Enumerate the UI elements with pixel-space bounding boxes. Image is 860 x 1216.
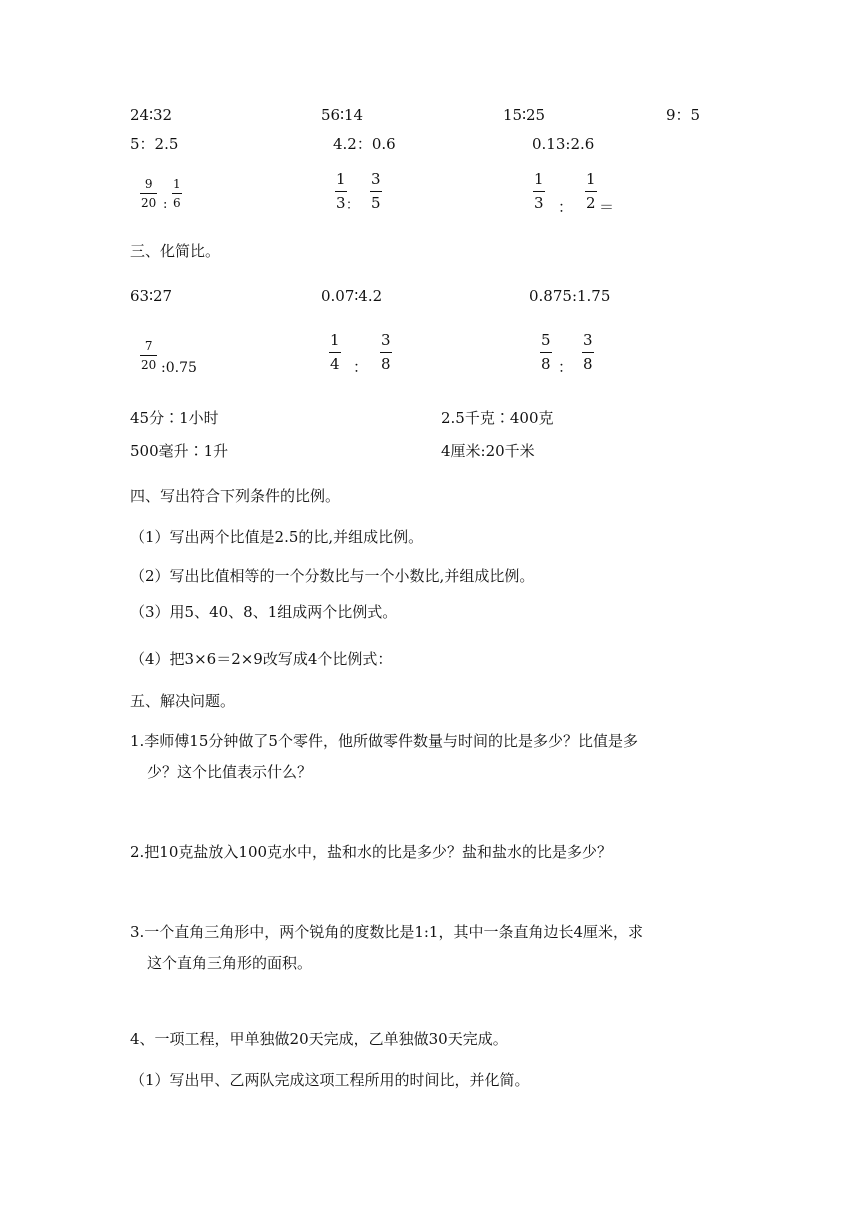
problem-3-line-2: 这个直角三角形的面积。 [147,954,313,972]
fraction-1-4: 1 4 [330,331,340,373]
ratio-45min-1h: 45分∶1小时 [130,409,219,427]
fraction-1-3: 1 3 [336,170,346,212]
fraction-9-20: 9 20 [141,177,157,210]
ratio-56-14: 56∶14 [321,106,364,124]
ratio-500ml-1l: 500毫升∶1升 [130,442,229,460]
section4-item-2: （2）写出比值相等的一个分数比与一个小数比,并组成比例。 [130,567,535,585]
section5-heading: 五、解决问题。 [130,692,236,710]
section3-heading: 三、化简比。 [130,242,221,260]
fraction-3-5: 3 5 [371,170,381,212]
ratio-2.5kg-400g: 2.5千克∶400克 [441,409,554,427]
ratio-5-2.5: 5：2.5 [130,135,179,153]
ratio-63-27: 63∶27 [130,287,173,305]
section4-item-4: （4）把3×6＝2×9改写成4个比例式： [130,650,393,668]
ratio-0.875-1.75: 0.875:1.75 [529,287,611,305]
problem-3-line-1: 3.一个直角三角形中，两个锐角的度数比是1:1，其中一条直角边长4厘米，求 [130,923,643,941]
problem-1-line-2: 少？这个比值表示什么？ [147,763,313,781]
ratio-colon: ： [353,358,369,376]
fraction-1-6: 1 6 [173,177,181,210]
fraction-7-20: 7 20 [141,339,157,372]
ratio-colon: ： [558,198,574,216]
problem-4: 4、一项工程，甲单独做20天完成，乙单独做30天完成。 [130,1030,508,1048]
problem-2: 2.把10克盐放入100克水中，盐和水的比是多少？盐和盐水的比是多少？ [130,843,613,861]
ratio-colon: : [163,197,168,212]
section4-item-3: （3）用5、40、8、1组成两个比例式。 [130,603,398,621]
ratio-0.07-4.2: 0.07∶4.2 [321,287,383,305]
ratio-0.13-2.6: 0.13:2.6 [532,135,595,153]
problem-4-sub-1: （1）写出甲、乙两队完成这项工程所用的时间比，并化简。 [130,1071,530,1089]
ratio-colon: ： [558,358,574,376]
ratio-24-32: 24∶32 [130,106,173,124]
problem-1-line-1: 1.李师傅15分钟做了5个零件，他所做零件数量与时间的比是多少？比值是多 [130,732,638,750]
fraction-1-3: 1 3 [534,170,544,212]
fraction-3-8: 3 8 [583,331,593,373]
section4-item-1: （1）写出两个比值是2.5的比,并组成比例。 [130,528,424,546]
ratio-9-5: 9：5 [666,106,701,124]
ratio-colon: ： [346,198,360,213]
ratio-15-25: 15∶25 [503,106,546,124]
section4-heading: 四、写出符合下列条件的比例。 [130,487,341,505]
ratio-tail: :0.75 [161,360,197,376]
ratio-4cm-20km: 4厘米:20千米 [441,442,535,460]
fraction-1-2: 1 2 [586,170,596,212]
ratio-4.2-0.6: 4.2：0.6 [333,135,396,153]
fraction-5-8: 5 8 [541,331,551,373]
fraction-3-8: 3 8 [381,331,391,373]
equals-sign: ＝ [599,198,615,216]
